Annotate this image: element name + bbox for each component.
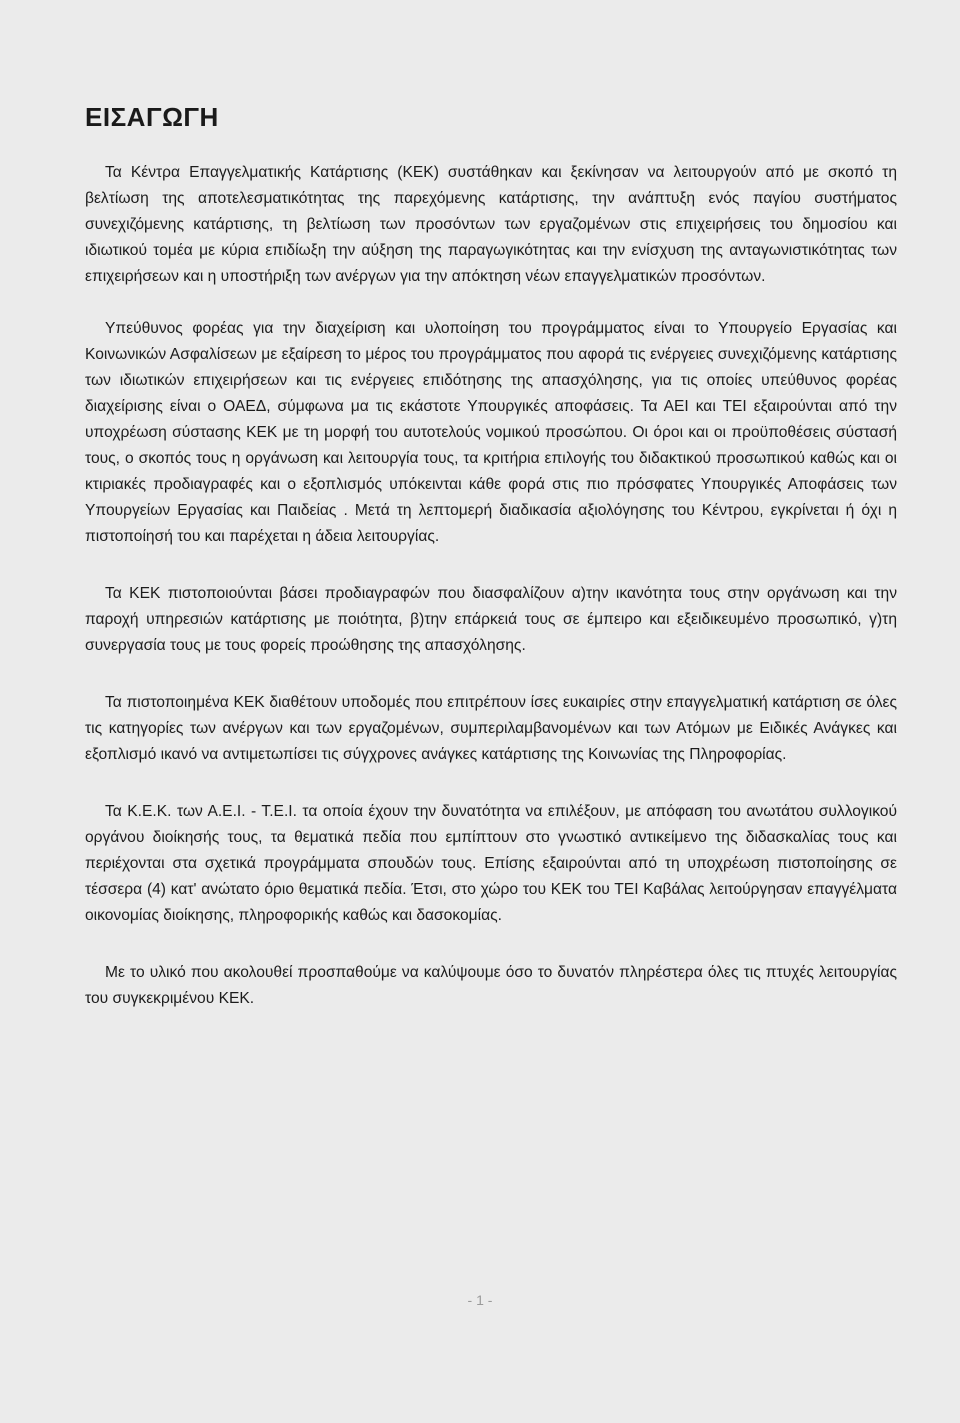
document-body [85,160,897,1043]
paragraph-university-kek: Τα Κ.Ε.Κ. των Α.Ε.Ι. - Τ.Ε.Ι. τα οποία έχουν την δυνατότητα να επιλέξουν, με απόφαση του ανωτάτου συλλογικού οργάνου διοίκησής τους, τα θεματικά πεδία που εμπίπτουν στο γνωστικό αντικείμενο της διδασκαλίας τους και περιέχονται στα σχετικά προγράμματα σπουδών τους. Επίσης εξαιρούνται από τη υποχρέωση πιστοποίησης σε τέσσερα (4) κατ' ανώτατο όριο θεματικά πεδία. Έτσι, στο χώρο του ΚΕΚ του ΤΕΙ Καβάλας λειτούργησαν επαγγέλματα οικονομίας διοίκησης, πληροφορικής καθώς και δασοκομίας. [85,803,897,924]
paragraph-intro: Τα Κέντρα Επαγγελματικής Κατάρτισης (ΚΕΚ) συστάθηκαν και ξεκίνησαν να λειτουργούν από με σκοπό τη βελτίωση της αποτελεσματικότητας της παρεχόμενης κατάρτισης, την ανάπτυξη ενός παγίου συστήματος συνεχιζόμενης κατάρτισης, τη βελτίωση των προσόντων των εργαζομένων στις επιχειρήσεις του δημοσίου και ιδιωτικού τομέα με κύρια επιδίωξη την αύξηση της παραγωγικότητας και την ενίσχυση της ανταγωνιστικότητας των επιχειρήσεων και η υποστήριξη των ανέργων για την απόκτηση νέων επαγγελματικών προσόντων. [85,164,897,285]
page-number: - 1 - [467,1292,493,1308]
paragraph-responsible-body: Υπεύθυνος φορέας για την διαχείριση και υλοποίηση του προγράμματος είναι το Υπουργείο Εργασίας και Κοινωνικών Ασφαλίσεων με εξαίρεση το μέρος του προγράμματος που αφορά τις ενέργειες συνεχιζόμενης κατάρτισης των ιδιωτικών επιχειρήσεων και τις ενέργειες επιδότησης της απασχόλησης, για τις οποίες υπεύθυνος φορέας διαχείρισης είναι ο ΟΑΕΔ, σύμφωνα μα τις εκάστοτε Υπουργικές αποφάσεις. Τα ΑΕΙ και ΤΕΙ εξαιρούνται από την υποχρέωση σύστασης ΚΕΚ με τη μορφή του αυτοτελούς νομικού προσώπου. Οι όροι και οι προϋποθέσεις σύστασή τους, ο σκοπός τους η οργάνωση και λειτουργία τους, τα κριτήρια επιλογής του διδακτικού προσωπικού καθώς και οι κτιριακές προδιαγραφές και ο εξοπλισμός υπόκεινται κάθε φορά στις πιο πρόσφατες Υπουργικές Αποφάσεις των Υπουργείων Εργασίας και Παιδείας . Μετά τη λεπτομερή διαδικασία αξιολόγησης του Κέντρου, εγκρίνεται ή όχι η πιστοποίησή του και παρέχεται η άδεια λειτουργίας. [85,320,897,545]
paragraph-infrastructure: Τα πιστοποιημένα ΚΕΚ διαθέτουν υποδομές που επιτρέπουν ίσες ευκαιρίες στην επαγγελματική κατάρτιση σε όλες τις κατηγορίες των ανέργων και των εργαζομένων, συμπεριλαμβανομένων και των Ατόμων με Ειδικές Ανάγκες και εξοπλισμό ικανό να αντιμετωπίσει τις σύγχρονες ανάγκες κατάρτισης της Κοινωνίας της Πληροφορίας. [85,694,897,763]
paragraph-certification: Τα ΚΕΚ πιστοποιούνται βάσει προδιαγραφών που διασφαλίζουν α)την ικανότητα τους στην οργάνωση και την παροχή υπηρεσιών κατάρτισης με ποιότητα, β)την επάρκειά τους σε έμπειρο και εξειδικευμένο προσωπικό, γ)τη συνεργασία τους με τους φορείς προώθησης της απασχόλησης. [85,585,897,654]
paragraph-closing: Με το υλικό που ακολουθεί προσπαθούμε να καλύψουμε όσο το δυνατόν πληρέστερα όλες τις πτυχές λειτουργίας του συγκεκριμένου ΚΕΚ. [85,964,897,1007]
page-title: ΕΙΣΑΓΩΓΗ [85,102,219,132]
